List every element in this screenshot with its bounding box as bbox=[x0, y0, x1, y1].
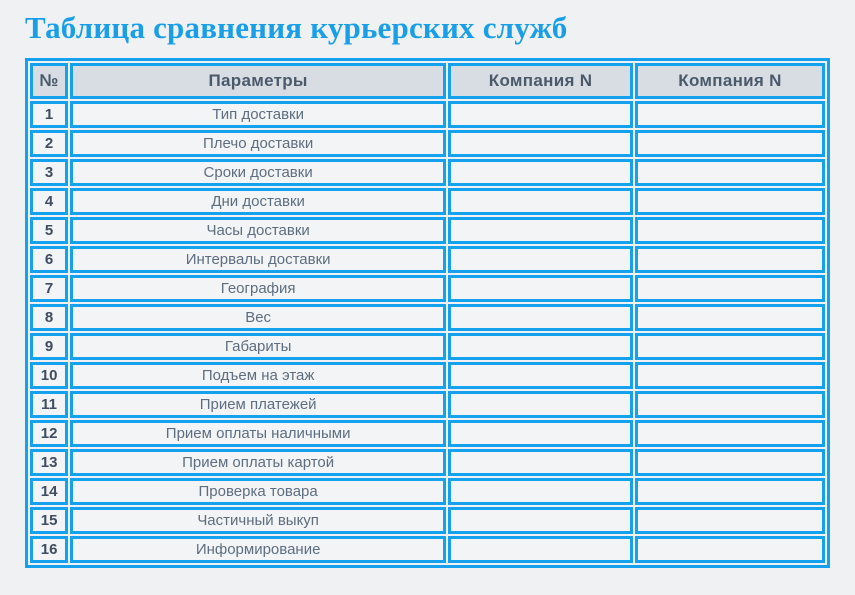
parameter-cell: Частичный выкуп bbox=[70, 507, 446, 534]
company-2-value-cell bbox=[635, 391, 825, 418]
company-2-value-cell bbox=[635, 246, 825, 273]
table-row bbox=[30, 449, 825, 476]
company-1-value-cell bbox=[448, 101, 633, 128]
table-row bbox=[30, 420, 825, 447]
row-number-cell: 15 bbox=[30, 507, 68, 534]
column-header-company-2: Компания N bbox=[635, 63, 825, 99]
page-title: Таблица сравнения курьерских служб bbox=[25, 10, 568, 45]
table-row bbox=[30, 275, 825, 302]
company-2-value-cell bbox=[635, 130, 825, 157]
company-1-value-cell bbox=[448, 130, 633, 157]
parameter-cell: Габариты bbox=[70, 333, 446, 360]
parameter-cell: Проверка товара bbox=[70, 478, 446, 505]
table-row bbox=[30, 159, 825, 186]
company-2-value-cell bbox=[635, 536, 825, 563]
table-row bbox=[30, 217, 825, 244]
company-1-value-cell bbox=[448, 507, 633, 534]
row-number-cell: 4 bbox=[30, 188, 68, 215]
parameter-cell: География bbox=[70, 275, 446, 302]
table-row bbox=[30, 246, 825, 273]
company-2-value-cell bbox=[635, 188, 825, 215]
table-row bbox=[30, 536, 825, 563]
row-number-cell: 7 bbox=[30, 275, 68, 302]
row-number-cell: 11 bbox=[30, 391, 68, 418]
table-row bbox=[30, 130, 825, 157]
comparison-table bbox=[25, 58, 830, 568]
table-row bbox=[30, 507, 825, 534]
row-number-cell: 9 bbox=[30, 333, 68, 360]
parameter-cell: Прием оплаты картой bbox=[70, 449, 446, 476]
company-1-value-cell bbox=[448, 275, 633, 302]
table-row bbox=[30, 362, 825, 389]
table-header bbox=[30, 63, 825, 99]
parameter-cell: Дни доставки bbox=[70, 188, 446, 215]
parameter-cell: Тип доставки bbox=[70, 101, 446, 128]
company-1-value-cell bbox=[448, 478, 633, 505]
row-number-cell: 10 bbox=[30, 362, 68, 389]
parameter-cell: Информирование bbox=[70, 536, 446, 563]
parameter-cell: Прием платежей bbox=[70, 391, 446, 418]
row-number-cell: 2 bbox=[30, 130, 68, 157]
row-number-cell: 14 bbox=[30, 478, 68, 505]
company-1-value-cell bbox=[448, 188, 633, 215]
header-row bbox=[30, 63, 825, 99]
table-row bbox=[30, 188, 825, 215]
row-number-cell: 5 bbox=[30, 217, 68, 244]
row-number-cell: 13 bbox=[30, 449, 68, 476]
company-1-value-cell bbox=[448, 362, 633, 389]
row-number-cell: 6 bbox=[30, 246, 68, 273]
row-number-cell: 12 bbox=[30, 420, 68, 447]
company-1-value-cell bbox=[448, 159, 633, 186]
row-number-cell: 16 bbox=[30, 536, 68, 563]
table-body bbox=[30, 101, 825, 563]
company-2-value-cell bbox=[635, 217, 825, 244]
company-2-value-cell bbox=[635, 449, 825, 476]
company-1-value-cell bbox=[448, 449, 633, 476]
company-1-value-cell bbox=[448, 304, 633, 331]
company-1-value-cell bbox=[448, 333, 633, 360]
table-row bbox=[30, 101, 825, 128]
company-2-value-cell bbox=[635, 333, 825, 360]
company-2-value-cell bbox=[635, 304, 825, 331]
parameter-cell: Интервалы доставки bbox=[70, 246, 446, 273]
parameter-cell: Прием оплаты наличными bbox=[70, 420, 446, 447]
company-1-value-cell bbox=[448, 420, 633, 447]
parameter-cell: Часы доставки bbox=[70, 217, 446, 244]
table-row bbox=[30, 304, 825, 331]
company-2-value-cell bbox=[635, 420, 825, 447]
company-2-value-cell bbox=[635, 101, 825, 128]
table-row bbox=[30, 333, 825, 360]
company-2-value-cell bbox=[635, 362, 825, 389]
company-2-value-cell bbox=[635, 275, 825, 302]
company-1-value-cell bbox=[448, 246, 633, 273]
row-number-cell: 8 bbox=[30, 304, 68, 331]
table-row bbox=[30, 391, 825, 418]
column-header-number: № bbox=[30, 63, 68, 99]
row-number-cell: 1 bbox=[30, 101, 68, 128]
company-2-value-cell bbox=[635, 478, 825, 505]
column-header-company-1: Компания N bbox=[448, 63, 633, 99]
company-1-value-cell bbox=[448, 217, 633, 244]
table-row bbox=[30, 478, 825, 505]
company-1-value-cell bbox=[448, 536, 633, 563]
parameter-cell: Плечо доставки bbox=[70, 130, 446, 157]
parameter-cell: Сроки доставки bbox=[70, 159, 446, 186]
parameter-cell: Вес bbox=[70, 304, 446, 331]
column-header-parameters: Параметры bbox=[70, 63, 446, 99]
row-number-cell: 3 bbox=[30, 159, 68, 186]
company-2-value-cell bbox=[635, 159, 825, 186]
company-1-value-cell bbox=[448, 391, 633, 418]
parameter-cell: Подъем на этаж bbox=[70, 362, 446, 389]
company-2-value-cell bbox=[635, 507, 825, 534]
